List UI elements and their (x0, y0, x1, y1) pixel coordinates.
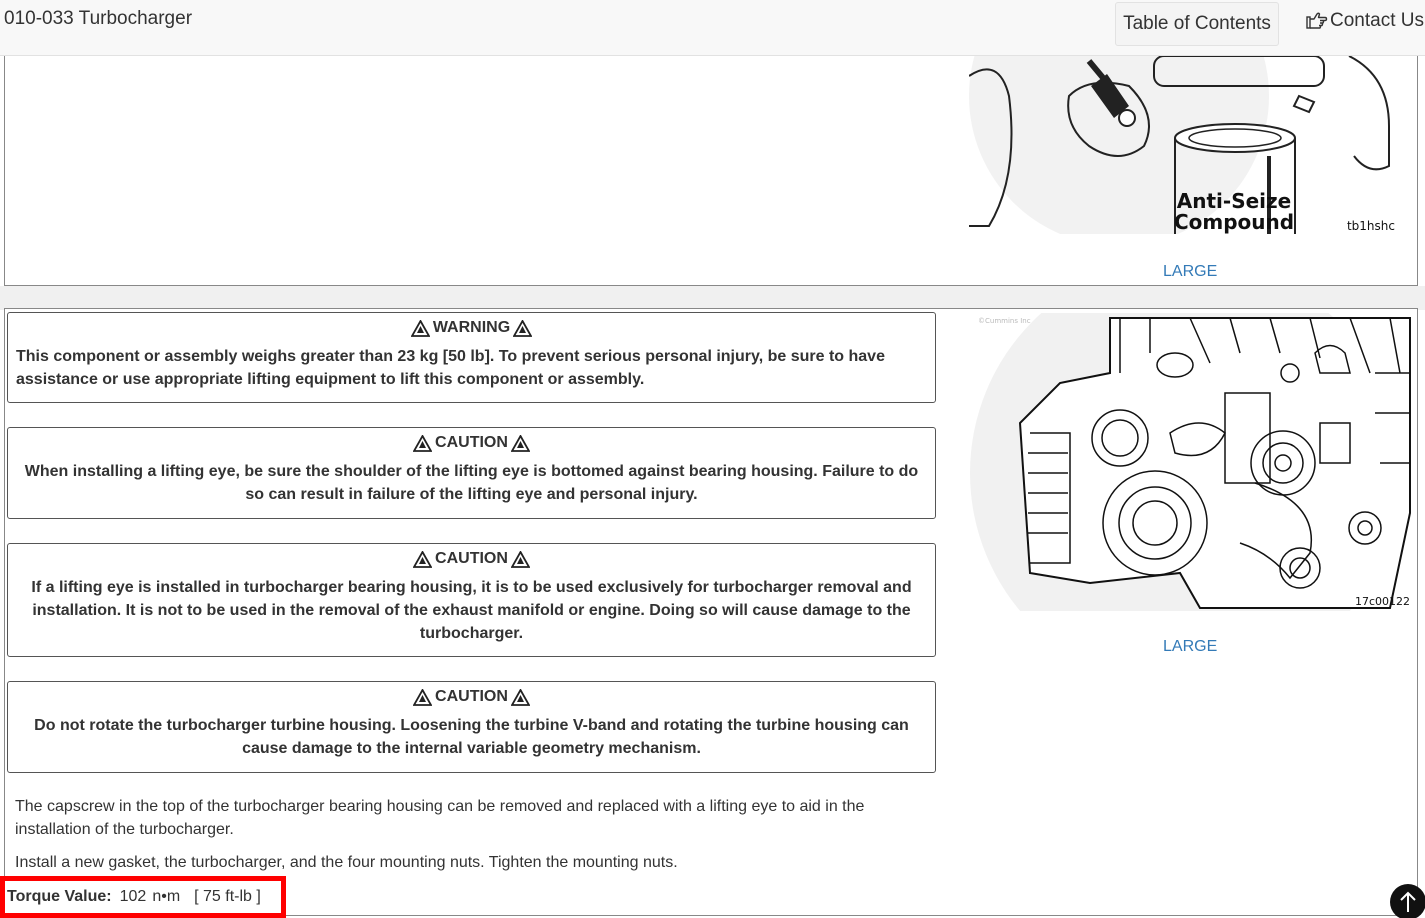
anti-seize-label-line2: Compound (1173, 210, 1295, 234)
anti-seize-illustration[interactable] (969, 56, 1401, 234)
contact-us-label: Contact Us (1330, 10, 1424, 31)
warning-box (7, 312, 936, 403)
caution-box (7, 427, 936, 519)
procedure-step-1 (4, 56, 1418, 286)
warning-triangle-icon (511, 435, 530, 452)
caution-heading: CAUTION (435, 550, 508, 567)
torque-imperial: [ 75 ft-lb ] (194, 888, 261, 905)
warning-triangle-icon (411, 320, 430, 337)
instruction-paragraph: Install a new gasket, the turbocharger, and the four mounting nuts. Tighten the mounting nuts. (15, 854, 678, 871)
warning-text: This component or assembly weighs greater than 23 kg [50 lb]. To prevent serious personal injury, be sure to have assistance or use appropriate lifting equipment to lift this component or assembly. (16, 348, 885, 388)
large-image-link-2[interactable]: LARGE (1163, 638, 1218, 655)
procedure-step-2 (4, 308, 1418, 916)
caution-heading: CAUTION (435, 434, 508, 451)
figure-code: tb1hshc (1346, 219, 1395, 233)
caution-box (7, 681, 936, 773)
torque-value: 102 (119, 888, 147, 905)
figure-watermark: ©Cummins Inc (978, 317, 1031, 325)
scroll-to-top-button[interactable] (1390, 884, 1425, 918)
step-separator (0, 286, 1425, 310)
caution-heading: CAUTION (435, 688, 508, 705)
turbocharger-engine-illustration[interactable] (970, 313, 1415, 611)
warning-triangle-icon (413, 551, 432, 568)
hand-pointer-icon (1306, 11, 1328, 31)
anti-seize-label-line1: Anti-Seize (1176, 189, 1292, 213)
table-of-contents-button[interactable]: Table of Contents (1115, 2, 1279, 46)
large-image-link-1[interactable]: LARGE (1163, 263, 1218, 280)
warning-triangle-icon (413, 689, 432, 706)
warning-triangle-icon (511, 551, 530, 568)
top-navbar (0, 0, 1425, 56)
page-title: 010-033 Turbocharger (4, 8, 193, 29)
caution-text: When installing a lifting eye, be sure the shoulder of the lifting eye is bottomed against bearing housing. Failure to do so can result in failure of the lifting eye and personal injury. (24, 463, 919, 503)
figure-code: 17c00122 (1354, 595, 1410, 608)
warning-triangle-icon (413, 435, 432, 452)
torque-unit: n•m (152, 888, 181, 905)
caution-text: If a lifting eye is installed in turbocharger bearing housing, it is to be used exclusively for turbocharger removal and installation. It is not to be used in the removal of the exhaust manifold or engine. Doing so will cause damage to the turbocharger. (31, 579, 912, 642)
warning-heading: WARNING (432, 319, 511, 336)
contact-us-link[interactable] (1306, 10, 1424, 32)
torque-value-highlight (0, 876, 286, 918)
warning-triangle-icon (513, 320, 532, 337)
instruction-paragraph: The capscrew in the top of the turbocharger bearing housing can be removed and replaced with a lifting eye to aid in the installation of the turbocharger. (15, 798, 865, 838)
torque-label: Torque Value: (7, 888, 112, 905)
arrow-up-icon (1399, 891, 1417, 913)
warning-triangle-icon (511, 689, 530, 706)
caution-box (7, 543, 936, 657)
caution-text: Do not rotate the turbocharger turbine housing. Loosening the turbine V-band and rotating the turbine housing can cause damage to the internal variable geometry mechanism. (34, 717, 909, 757)
